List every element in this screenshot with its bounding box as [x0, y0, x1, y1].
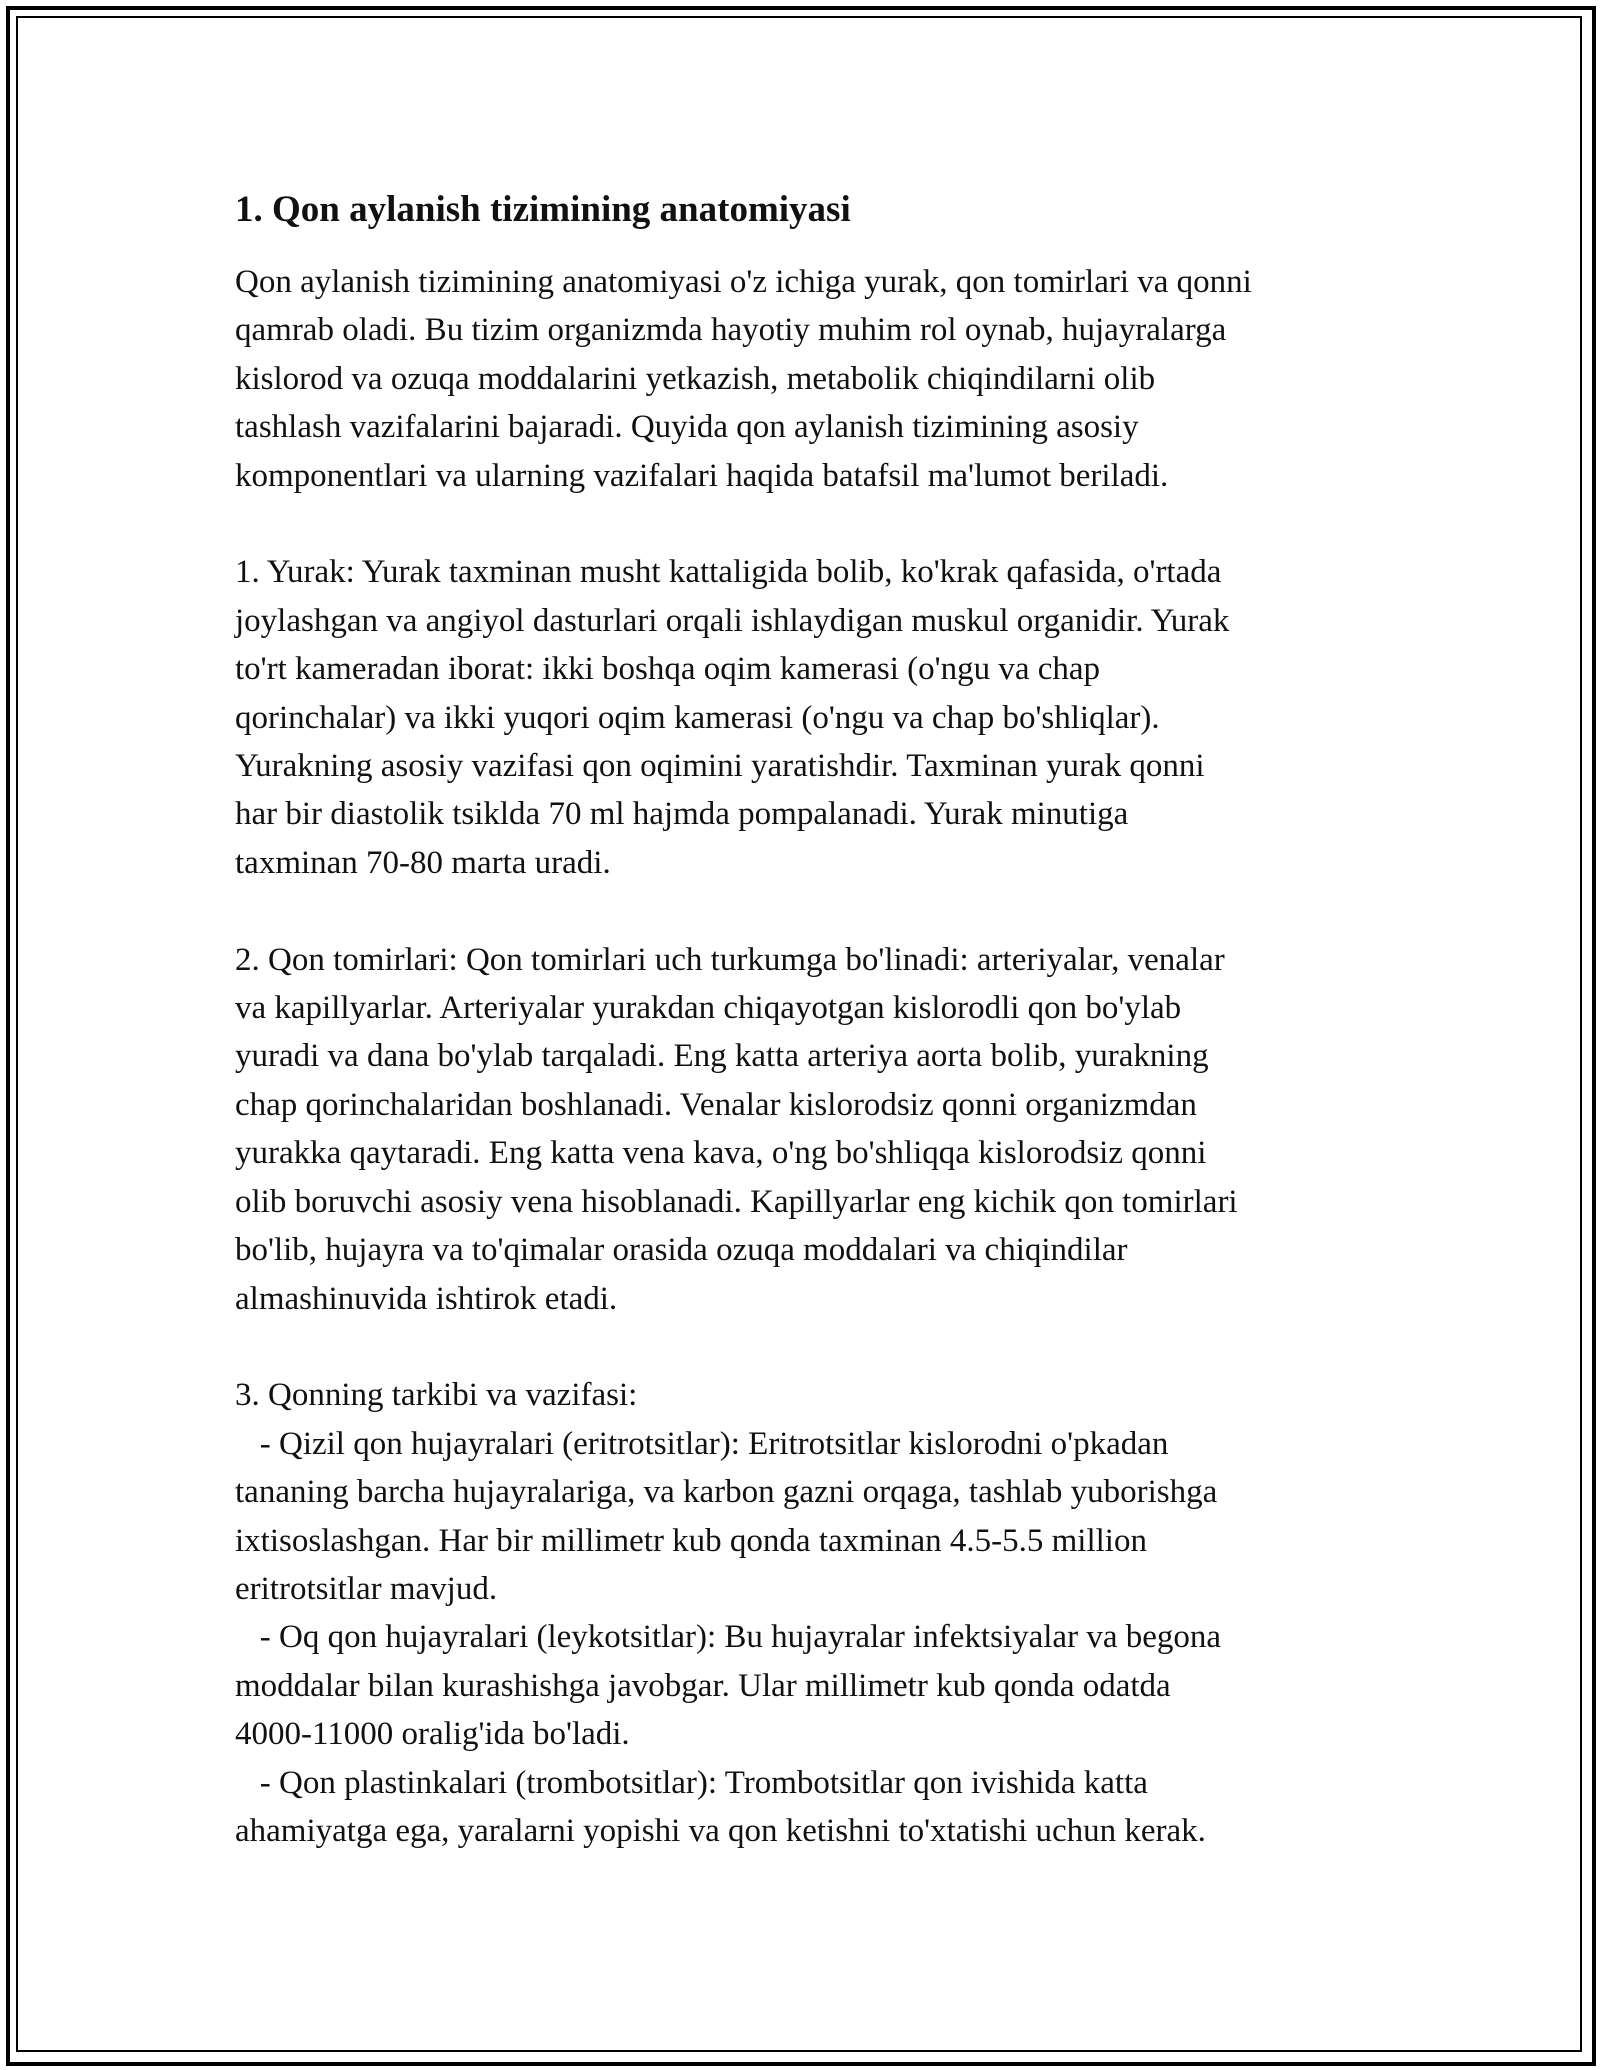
- text-line: 2. Qon tomirlari: Qon tomirlari uch turkumga bo'linadi: arteriyalar, venalar: [235, 941, 1225, 978]
- text-line: yuradi va dana bo'ylab tarqaladi. Eng katta arteriya aorta bolib, yurakning: [235, 1038, 1209, 1075]
- text-line: ahamiyatga ega, yaralarni yopishi va qon ketishni to'xtatishi uchun kerak.: [235, 1812, 1206, 1849]
- text-line: eritrotsitlar mavjud.: [235, 1570, 498, 1607]
- list-item-line: - Oq qon hujayralari (leykotsitlar): Bu hujayralar infektsiyalar va begona: [235, 1619, 1222, 1656]
- text-line: komponentlari va ularning vazifalari haqida batafsil ma'lumot beriladi.: [235, 457, 1169, 494]
- text-line: 3. Qonning tarkibi va vazifasi:: [235, 1377, 638, 1414]
- text-line: to'rt kameradan iborat: ikki boshqa oqim kamerasi (o'ngu va chap: [235, 651, 1101, 688]
- text-line: kislorod va ozuqa moddalarini yetkazish, metabolik chiqindilarni olib: [235, 360, 1156, 397]
- text-line: Yurakning asosiy vazifasi qon oqimini yaratishdir. Taxminan yurak qonni: [235, 748, 1205, 785]
- text-line: qamrab oladi. Bu tizim organizmda hayotiy muhim rol oynab, hujayralarga: [235, 312, 1227, 349]
- blood-composition-paragraph: [235, 1371, 1375, 1855]
- text-line: Qon aylanish tizimining anatomiyasi o'z ichiga yurak, qon tomirlari va qonni: [235, 264, 1252, 300]
- text-line: bo'lib, hujayra va to'qimalar orasida ozuqa moddalari va chiqindilar: [235, 1232, 1128, 1269]
- paragraph-spacer: [235, 887, 1375, 935]
- text-line: qorinchalar) va ikki yuqori oqim kamerasi (o'ngu va chap bo'shliqlar).: [235, 699, 1160, 736]
- vessels-paragraph: [235, 936, 1375, 1323]
- text-line: moddalar bilan kurashishga javobgar. Ular millimetr kub qonda odatda: [235, 1667, 1171, 1704]
- text-line: 1. Yurak: Yurak taxminan musht kattaligida bolib, ko'krak qafasida, o'rtada: [235, 554, 1222, 591]
- text-line: joylashgan va angiyol dasturlari orqali ishlaydigan muskul organidir. Yurak: [235, 602, 1230, 639]
- text-line: tananing barcha hujayralariga, va karbon gazni orqaga, tashlab yuborishga: [235, 1474, 1218, 1511]
- text-line: tashlash vazifalarini bajaradi. Quyida qon aylanish tizimining asosiy: [235, 409, 1139, 446]
- document-body: [235, 188, 1375, 1855]
- text-line: almashinuvida ishtirok etadi.: [235, 1280, 618, 1317]
- text-line: chap qorinchalaridan boshlanadi. Venalar kislorodsiz qonni organizmdan: [235, 1086, 1197, 1123]
- text-line: ixtisoslashgan. Har bir millimetr kub qonda taxminan 4.5-5.5 million: [235, 1522, 1147, 1559]
- list-item-line: - Qon plastinkalari (trombotsitlar): Trombotsitlar qon ivishida katta: [235, 1764, 1148, 1801]
- heart-paragraph: [235, 548, 1375, 887]
- list-item-line: - Qizil qon hujayralari (eritrotsitlar): Eritrotsitlar kislorodni o'pkadan: [235, 1425, 1169, 1462]
- text-line: taxminan 70-80 marta uradi.: [235, 844, 611, 881]
- text-line: yurakka qaytaradi. Eng katta vena kava, o'ng bo'shliqqa kislorodsiz qonni: [235, 1135, 1207, 1172]
- section-heading: 1. Qon aylanish tizimining anatomiyasi: [235, 189, 851, 230]
- text-line: 4000-11000 oralig'ida bo'ladi.: [235, 1716, 630, 1753]
- paragraph-spacer: [235, 1323, 1375, 1371]
- text-line: va kapillyarlar. Arteriyalar yurakdan chiqayotgan kislorodli qon bo'ylab: [235, 990, 1182, 1027]
- paragraph-spacer: [235, 500, 1375, 548]
- text-line: olib boruvchi asosiy vena hisoblanadi. Kapillyarlar eng kichik qon tomirlari: [235, 1183, 1238, 1220]
- text-line: har bir diastolik tsiklda 70 ml hajmda pompalanadi. Yurak minutiga: [235, 796, 1129, 833]
- intro-paragraph: [235, 258, 1375, 500]
